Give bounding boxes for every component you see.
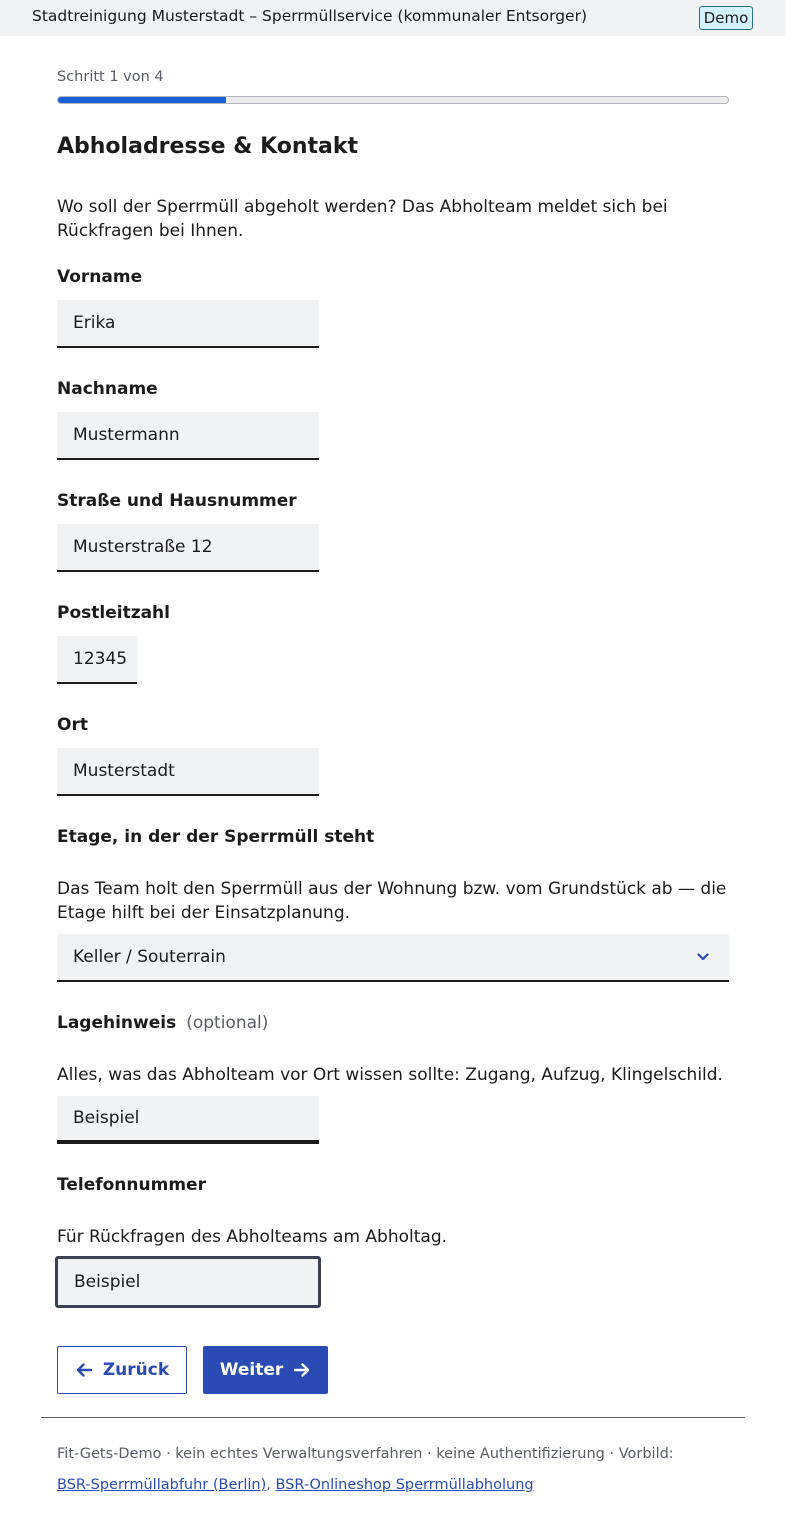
- chevron-down-icon: [697, 951, 709, 963]
- optional-marker: (optional): [186, 1013, 269, 1033]
- footer-link-onlineshop[interactable]: BSR-Onlineshop Sperrmüllabholung: [275, 1477, 534, 1493]
- page-intro: Wo soll der Sperrmüll abgeholt werden? Das Abholteam meldet sich bei Rückfragen bei Ihnen.: [57, 197, 668, 241]
- telefon-label: Telefonnummer: [57, 1175, 206, 1195]
- vorname-label: Vorname: [57, 267, 143, 287]
- footer-link-sperrmuellabfuhr[interactable]: BSR-Sperrmüllabfuhr (Berlin): [57, 1477, 267, 1493]
- etage-select-value: Keller / Souterrain: [73, 947, 226, 967]
- arrow-left-icon: [75, 1362, 93, 1378]
- page-title: Abholadresse & Kontakt: [57, 134, 359, 159]
- site-title: Stadtreinigung Musterstadt – Sperrmüllservice (kommunaler Entsorger): [32, 7, 588, 25]
- progress-bar-fill: [58, 97, 226, 103]
- lagehinweis-label: [57, 1013, 268, 1033]
- ort-input[interactable]: Musterstadt: [57, 748, 319, 796]
- nachname-label: Nachname: [57, 379, 158, 399]
- back-button-label: Zurück: [102, 1360, 170, 1380]
- next-button-label: Weiter: [219, 1360, 284, 1380]
- lagehinweis-input[interactable]: Beispiel: [57, 1096, 319, 1144]
- etage-label: Etage, in der der Sperrmüll steht: [57, 827, 375, 847]
- footer-link-separator: ,: [266, 1477, 271, 1493]
- footer-text: Fit-Gets-Demo · kein echtes Verwaltungsverfahren · keine Authentifizierung · Vorbild:: [57, 1446, 674, 1462]
- arrow-right-icon: [293, 1362, 311, 1378]
- plz-input[interactable]: 12345: [57, 636, 137, 684]
- lagehinweis-label-text: Lagehinweis: [57, 1013, 177, 1033]
- telefon-input[interactable]: Beispiel: [55, 1256, 321, 1308]
- lagehinweis-hint: Alles, was das Abholteam vor Ort wissen sollte: Zugang, Aufzug, Klingelschild.: [57, 1065, 723, 1085]
- strasse-input[interactable]: Musterstraße 12: [57, 524, 319, 572]
- footer-divider: [41, 1417, 745, 1418]
- etage-select[interactable]: [57, 934, 729, 982]
- back-button[interactable]: [57, 1346, 187, 1394]
- ort-label: Ort: [57, 715, 88, 735]
- top-bar: [0, 0, 785, 36]
- step-indicator: Schritt 1 von 4: [57, 69, 164, 85]
- strasse-label: Straße und Hausnummer: [57, 491, 297, 511]
- telefon-hint: Für Rückfragen des Abholteams am Abholtag.: [57, 1227, 448, 1247]
- nachname-input[interactable]: Mustermann: [57, 412, 319, 460]
- progress-bar: [57, 96, 729, 104]
- plz-label: Postleitzahl: [57, 603, 170, 623]
- etage-hint: Das Team holt den Sperrmüll aus der Wohnung bzw. vom Grundstück ab — die Etage hilft bei der Einsatzplanung.: [57, 879, 727, 923]
- next-button[interactable]: [203, 1346, 328, 1394]
- vorname-input[interactable]: Erika: [57, 300, 319, 348]
- footer-links: [57, 1475, 534, 1495]
- demo-badge: Demo: [699, 6, 753, 30]
